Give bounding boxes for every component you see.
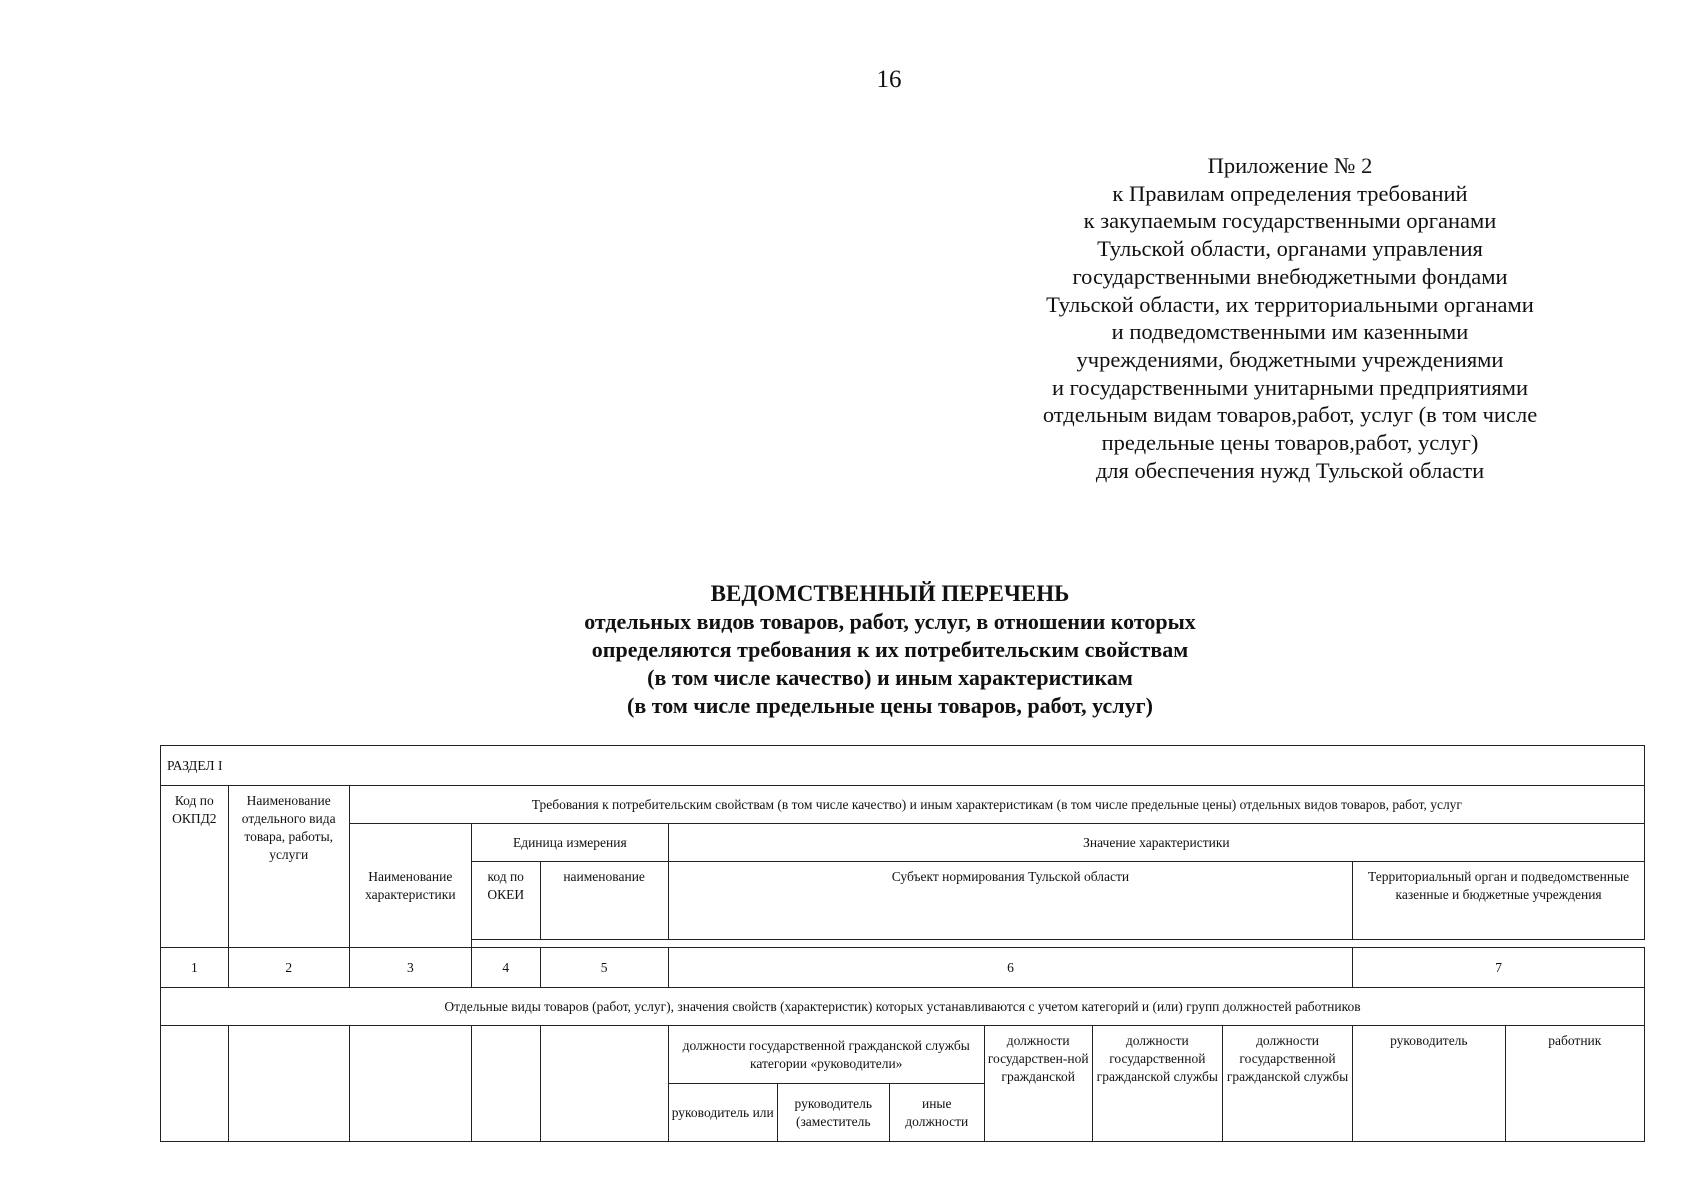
empty-cell [161, 1026, 229, 1142]
category-separator: Отдельные виды товаров (работ, услуг), значения свойств (характеристик) которых устанавливаются с учетом категорий и (или) групп должностей работников [161, 988, 1645, 1026]
appendix-line: к Правилам определения требований [1112, 180, 1468, 206]
column-number: 6 [668, 948, 1352, 988]
section-header: РАЗДЕЛ I [161, 746, 1645, 786]
title-line: (в том числе предельные цены товаров, работ, услуг) [627, 693, 1153, 718]
column-number: 3 [349, 948, 471, 988]
header-requirements: Требования к потребительским свойствам (в том числе качество) и иным характеристикам (в том числе предельные цены) отдельных видов товаров, работ, услуг [349, 786, 1644, 824]
appendix-line: учреждениями, бюджетными учреждениями [1076, 346, 1504, 372]
appendix-line: и подведомственными им казенными [1111, 319, 1469, 345]
appendix-line: Тульской области, органами управления [1097, 236, 1483, 262]
category-state-civil-service: должности государственной гражданской службы [1222, 1026, 1352, 1142]
header-unit-name: наименование [540, 862, 668, 940]
appendix-line: государственными внебюджетными фондами [1072, 263, 1508, 289]
appendix-line: для обеспечения нужд Тульской области [1095, 457, 1485, 483]
empty-cell [228, 1026, 349, 1142]
column-number: 1 [161, 948, 229, 988]
header-okei: код по ОКЕИ [471, 862, 540, 940]
category-other-positions: иные должности [889, 1084, 984, 1142]
appendix-line: Приложение № 2 [1207, 153, 1373, 178]
header-subject: Субъект нормирования Тульской области [668, 862, 1352, 940]
title-main: ВЕДОМСТВЕННЫЙ ПЕРЕЧЕНЬ [710, 581, 1070, 606]
empty-cell [349, 1026, 471, 1142]
empty-cell [471, 1026, 540, 1142]
column-number: 4 [471, 948, 540, 988]
appendix-line: и государственными унитарными предприятиями [1051, 374, 1529, 400]
header-value: Значение характеристики [668, 824, 1644, 862]
header-code: Код по ОКПД2 [161, 786, 229, 948]
header-char-name: Наименование характеристики [349, 824, 471, 948]
appendix-note [990, 152, 1590, 484]
category-leaders-group: должности государственной гражданской службы категории «руководители» [668, 1026, 984, 1084]
column-number: 7 [1353, 948, 1645, 988]
header-name: Наименование отдельного вида товара, работы, услуги [228, 786, 349, 948]
title-line: определяются требования к их потребительским свойствам [591, 637, 1189, 662]
appendix-line: предельные цены товаров,работ, услуг) [1101, 430, 1479, 456]
title-line: отдельных видов товаров, работ, услуг, в отношении которых [584, 609, 1196, 634]
empty-cell [540, 1026, 668, 1142]
category-state-civil-service: должности государственной гражданской службы [1092, 1026, 1222, 1142]
category-worker: работник [1505, 1026, 1644, 1142]
category-head: руководитель [1353, 1026, 1505, 1142]
category-leader-deputy: руководитель (заместитель [777, 1084, 889, 1142]
page-number: 16 [876, 66, 902, 93]
appendix-line: к закупаемым государственными органами [1083, 208, 1497, 234]
category-leader-or: руководитель или [668, 1084, 777, 1142]
column-number: 2 [228, 948, 349, 988]
header-territorial: Территориальный орган и подведомственные казенные и бюджетные учреждения [1353, 862, 1645, 940]
category-state-civil: должности государствен-ной гражданской [984, 1026, 1092, 1142]
header-unit: Единица измерения [471, 824, 668, 862]
requirements-table [160, 745, 1645, 1142]
title-line: (в том числе качество) и иным характеристикам [647, 665, 1133, 690]
document-title [450, 580, 1330, 720]
appendix-line: Тульской области, их территориальными органами [1046, 291, 1534, 317]
column-number: 5 [540, 948, 668, 988]
appendix-line: отдельным видам товаров,работ, услуг (в том числе [1042, 402, 1538, 428]
